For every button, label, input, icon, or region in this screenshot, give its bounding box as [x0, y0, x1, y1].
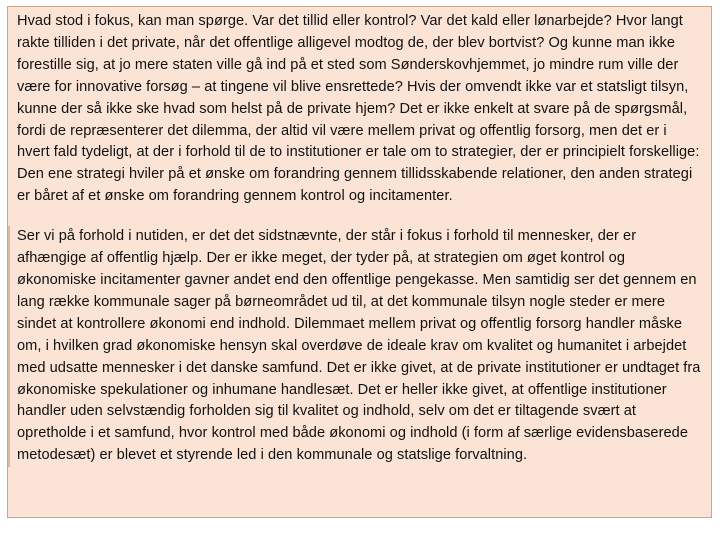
paragraph-spacer [17, 208, 703, 226]
paragraph-1: Hvad stod i fokus, kan man spørge. Var det tillid eller kontrol? Var det kald eller lønarbejde? Hvor langt rakte tilliden i det private, når det offentlige alligevel modtog de, der blev bortvist? Og kunne man ikke forestille sig, at jo mere staten ville gå ind på et sted som Sønderskovhjemmet, jo mindre rum ville der være for innovative forsøg – at tingene vil blive ensrettede? Hvis der omvendt ikke var et statsligt tilsyn, kunne der så ikke ske hvad som helst på de private hjem? Det er ikke enkelt at svare på de spørgsmål, fordi de repræsenterer det dilemma, der altid vil være mellem privat og offentlig forsorg, men det er i hvert fald tydeligt, at der i forhold til de to institutioner er tale om to strategier, der er principielt forskellige: Den ene strategi hviler på et ønske om forandring gennem tillidsskabende relationer, den anden strategi er båret af et ønske om forandring gennem kontrol og incitamenter. [17, 13, 700, 205]
text-box [7, 6, 712, 518]
paragraph-2: Ser vi på forhold i nutiden, er det det sidstnævnte, der står i fokus i forhold til mennesker, der er afhængige af offentlig hjælp. Der er ikke meget, der tyder på, at strategien om øget kontrol og økonomiske incitamenter gavner andet end den offentlige pengekasse. Men samtidig ser det gennem en lang række kommunale sager på børneområdet ud til, at det kommunale tilsyn nogle steder er mere sindet at kontrollere økonomi end indhold. Dilemmaet mellem privat og offentlig forsorg handler måske om, i hvilken grad økonomiske hensyn skal overdøve de ideale krav om kvalitet og humanitet i arbejdet med udsatte mennesker i det danske samfund. Det er ikke givet, at de private institutioner er undtaget fra økonomiske spekulationer og inhumane handlesæt. Det er heller ikke givet, at offentlige institutioner handler uden selvstændig forholden sig til kvalitet og indhold, selv om det er tiltagende svært at opretholde i et samfund, hvor kontrol med både økonomi og indhold (i form af særlige evidensbaserede metodesæt) er blevet et styrende led i den kommunale og statslige forvaltning. [8, 226, 703, 467]
